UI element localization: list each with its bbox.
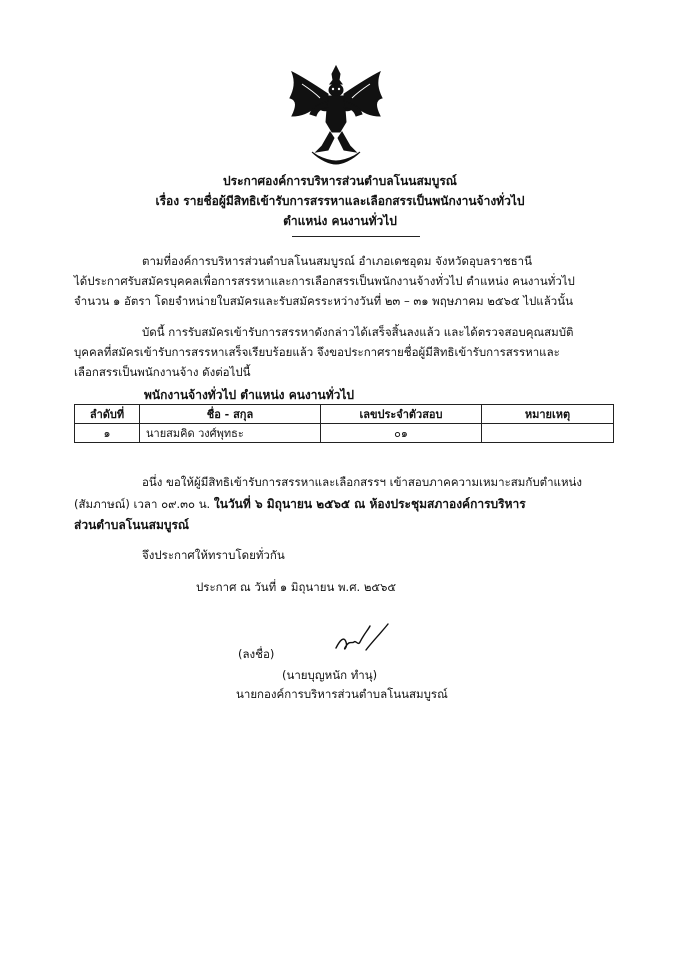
- para2-line3: เลือกสรรเป็นพนักงานจ้าง ดังต่อไปนี้: [74, 365, 251, 379]
- title-divider: [292, 236, 420, 237]
- cell-name: นายสมคิด วงศ์พุทธะ: [140, 424, 321, 443]
- para1-line1: ตามที่องค์การบริหารส่วนตำบลโนนสมบูรณ์ อำเภอเดชอุดม จังหวัดอุบลราชธานี: [142, 254, 532, 268]
- header-remarks: หมายเหตุ: [482, 405, 614, 424]
- interview-time: (สัมภาษณ์) เวลา ๐๙.๓๐ น.: [74, 497, 214, 511]
- sign-label: (ลงชื่อ): [238, 647, 275, 661]
- header-exam-id: เลขประจำตัวสอบ: [321, 405, 482, 424]
- para1-line2: ได้ประกาศรับสมัครบุคคลเพื่อการสรรหาและการเลือกสรรเป็นพนักงานจ้างทั่วไป ตำแหน่ง คนงานทั่วไป: [74, 274, 575, 288]
- garuda-emblem-icon: [286, 64, 386, 168]
- para3-line2: [74, 495, 526, 514]
- para2-line1: บัดนี้ การรับสมัครเข้ารับการสรรหาดังกล่าวได้เสร็จสิ้นลงแล้ว และได้ตรวจสอบคุณสมบัติ: [142, 325, 574, 339]
- header-order: ลำดับที่: [75, 405, 140, 424]
- cell-remarks: [482, 424, 614, 443]
- signature-image: [330, 618, 394, 662]
- para3-line1: อนึ่ง ขอให้ผู้มีสิทธิเข้ารับการสรรหาและเลือกสรรฯ เข้าสอบภาคความเหมาะสมกับตำแหน่ง: [142, 475, 583, 489]
- signer-name: (นายบุญหนัก ทำนุ): [282, 668, 378, 682]
- announcement-subject: เรื่อง รายชื่อผู้มีสิทธิเข้ารับการสรรหาและเลือกสรรเป็นพนักงานจ้างทั่วไป: [155, 194, 525, 208]
- para3-line3: ส่วนตำบลโนนสมบูรณ์: [74, 518, 190, 532]
- header-name: ชื่อ - สกุล: [140, 405, 321, 424]
- cell-order: ๑: [75, 424, 140, 443]
- closing-text: จึงประกาศให้ทราบโดยทั่วกัน: [142, 548, 285, 562]
- interview-date-venue: ในวันที่ ๖ มิถุนายน ๒๕๖๕ ณ ห้องประชุมสภาองค์การบริหาร: [213, 497, 526, 511]
- announcement-date: ประกาศ ณ วันที่ ๑ มิถุนายน พ.ศ. ๒๕๖๕: [196, 580, 397, 594]
- signer-title: นายกองค์การบริหารส่วนตำบลโนนสมบูรณ์: [236, 687, 448, 701]
- table-header-row: [75, 405, 614, 424]
- candidate-table: [74, 404, 614, 443]
- para1-line3: จำนวน ๑ อัตรา โดยจำหน่ายใบสมัครและรับสมัครระหว่างวันที่ ๒๓ – ๓๑ พฤษภาคม ๒๕๖๕ ไปแล้วนั้น: [74, 294, 573, 308]
- announcement-title: ประกาศองค์การบริหารส่วนตำบลโนนสมบูรณ์: [223, 174, 457, 188]
- table-caption: พนักงานจ้างทั่วไป ตำแหน่ง คนงานทั่วไป: [144, 388, 355, 402]
- announcement-position: ตำแหน่ง คนงานทั่วไป: [283, 214, 397, 228]
- table-row: [75, 424, 614, 443]
- para2-line2: บุคคลที่สมัครเข้ารับการสรรหาเสร็จเรียบร้อยแล้ว จึงขอประกาศรายชื่อผู้มีสิทธิเข้ารับการสรรหาและ: [74, 345, 560, 359]
- cell-exam-id: ๐๑: [321, 424, 482, 443]
